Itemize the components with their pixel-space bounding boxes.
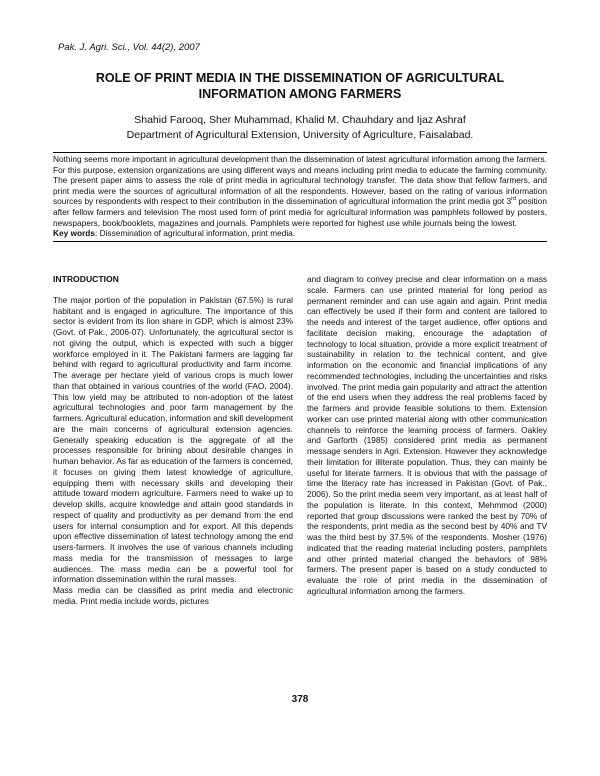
page-number: 378 bbox=[291, 694, 309, 705]
title-line-2: INFORMATION AMONG FARMERS bbox=[198, 87, 402, 101]
body-column-right bbox=[307, 274, 547, 597]
abstract-text-part1: Nothing seems more important in agricultural development than the dissemination of latest agricultural information among the farmers. For this purpose, extension organizations are using different ways and means including print media to educate the farming community. The present paper aims to assess the role of print media in agricultural technology transfer. The data show that fellow farmers, and print media were the sources of agricultural information of all the respondents. However, based on the rating of various information sources by respondents with respect to their contribution in the dissemination of agricultural information the print media got 3 bbox=[53, 154, 547, 207]
abstract bbox=[53, 152, 547, 242]
abstract-text-part2: position after fellow farmers and television The most used form of print media for agricultural information was pamphlets followed by posters, newspapers, book/booklets, magazines and journals. Pamphlets were reported for highest use while journals being the lowest. bbox=[53, 196, 548, 228]
abstract-text bbox=[53, 154, 547, 228]
abstract-superscript: rd bbox=[511, 196, 517, 203]
author-block bbox=[50, 113, 550, 143]
keywords-label: Key words bbox=[53, 228, 95, 239]
keywords bbox=[53, 228, 547, 239]
author-affiliation: Department of Agricultural Extension, University of Agriculture, Faisalabad. bbox=[126, 129, 474, 141]
body-column-left bbox=[53, 274, 293, 607]
paragraph: Mass media can be classified as print media and electronic media. Print media include words, pictures bbox=[53, 585, 293, 606]
author-names: Shahid Farooq, Sher Muhammad, Khalid M. Chauhdary and Ijaz Ashraf bbox=[134, 114, 466, 126]
paragraph: and diagram to convey precise and clear information on a mass scale. Farmers can use printed material for long period as permanent reminder and can use again and again. Print media can effectively be used if their form and content are tailored to the needs and interest of the target audience, offer options and facilitate decision making, encourage the adaptation of technology to local situation, provide a more explicit treatment of sustainability in relation to the technical content, and give information on the economic and financial implications of any recommended technologies, including the uncertainties and risks involved. The print media gain popularity and attract the attention of the end users when they address the real problems faced by the farmers and provide feasible solutions to them. Extension worker can use printed material along with other communication channels to reinforce the learning process of farmers. Oakley and Garforth (1985) considered print media as permanent message senders in Agri. Extension. However they acknowledge their limitation for illiterate population. Thus, they can mainly be useful for literate farmers. It is obvious that with the passage of time the literacy rate has increased in Pakistan (Govt. of Pak., 2006). So the print media seem very important, as at least half of the population is literate. In this context, Mehmmod (2000) reported that group discussions were ranked the best by 70% of the respondents, print media as the second best by 40% and TV was the third best by 37.5% of the respondents. Mosher (1976) indicated that the reading material including posters, pamphlets and other printed material changed the behaviors of 98% farmers. The present paper is based on a study conducted to evaluate the role of print media in the dissemination of agricultural information among the farmers. bbox=[307, 274, 547, 596]
journal-citation: Pak. J. Agri. Sci., Vol. 44(2), 2007 bbox=[58, 42, 200, 53]
title-line-1: ROLE OF PRINT MEDIA IN THE DISSEMINATION OF AGRICULTURAL bbox=[95, 71, 505, 85]
section-heading-introduction: INTRODUCTION bbox=[53, 274, 119, 284]
paragraph: The major portion of the population in Pakistan (67.5%) is rural habitant and is engaged in agriculture. The importance of this sector is evident from its lion share in GDP, which is almost 23% (Govt. of Pak., 2006-07). Unfortunately, the agricultural sector is not giving the output, which is expected with such a bigger workforce employed in it. The Pakistani farmers are lagging far behind with regard to agricultural productivity and farm income. The average per hectare yield of various crops is much lower than that obtained in various countries of the world (FAO, 2004). This low yield may be attributed to non-adoption of the latest agricultural technologies and poor farm management by the farmers. Agricultural education, information and skill development are the main concerns of agricultural extension agencies. Generally speaking education is the aggregate of all the processes responsible for brining about desirable changes in human behavior. As far as education of the farmers is concerned, it focuses on giving them latest knowledge of agriculture, equipping them with necessary skills and developing their attitude toward modern agriculture. Farmers need to wake up to develop skills, acquire knowledge and attain good standards in respect of quality and productivity as per demand from the end users for internal consumption and for export. All this depends upon effective dissemination of latest technology among the end users-farmers. It involves the use of various channels including mass media for the transmission of messages to large audiences. The mass media can be a powerful tool for information dissemination within the rural masses. bbox=[53, 294, 293, 585]
keywords-text: : Dissemination of agricultural information, print media. bbox=[94, 228, 296, 239]
paper-title bbox=[50, 70, 550, 102]
